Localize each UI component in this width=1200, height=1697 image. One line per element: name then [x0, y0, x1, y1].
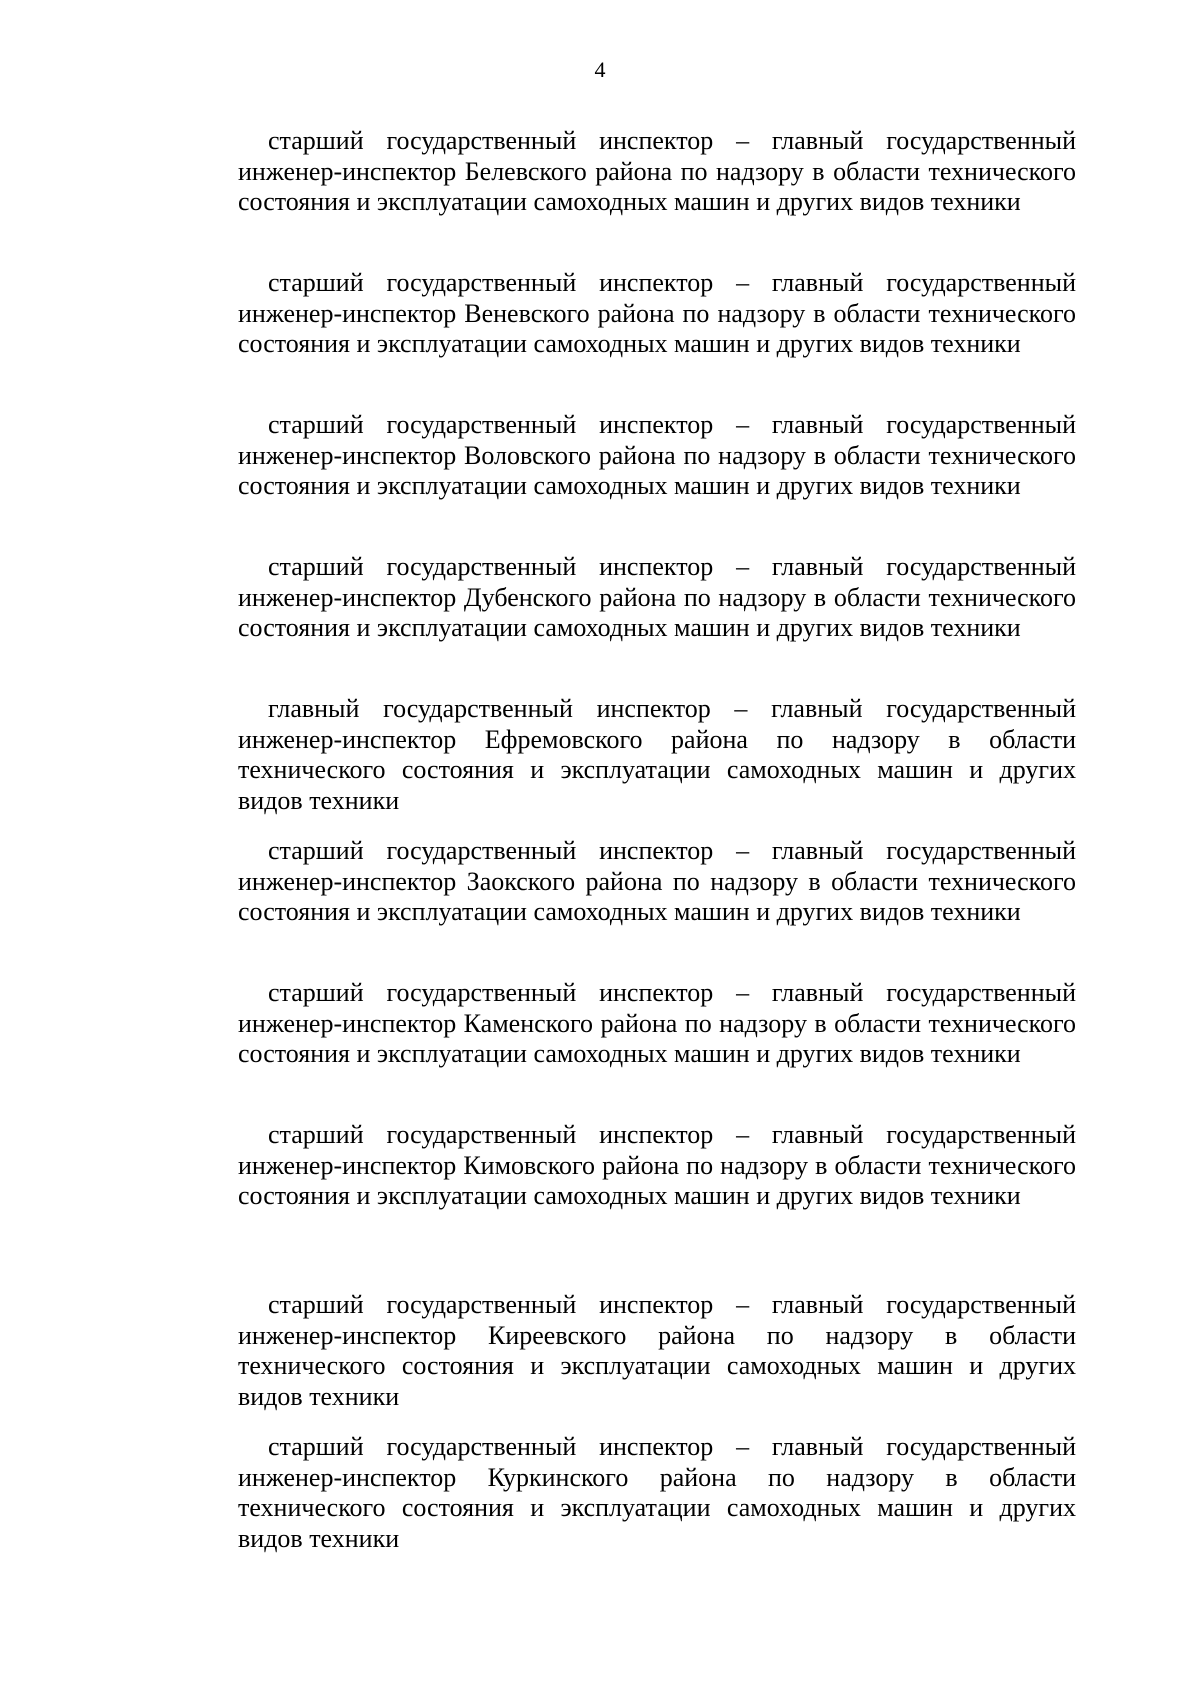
paragraph-kimovsk: старший государственный инспектор – главный государственный инженер-инспектор Кимовского района по надзору в области технического состояния и эксплуатации самоходных машин и других видов техники	[238, 1120, 1076, 1210]
paragraph-venev: старший государственный инспектор – главный государственный инженер-инспектор Веневского района по надзору в области технического состояния и эксплуатации самоходных машин и других видов техники	[238, 268, 1076, 358]
paragraph-kireevsk: старший государственный инспектор – главный государственный инженер-инспектор Киреевского района по надзору в области технического состояния и эксплуатации самоходных машин и других видов техники	[238, 1290, 1076, 1411]
paragraph-gap	[238, 816, 1076, 836]
paragraph-volovo: старший государственный инспектор – главный государственный инженер-инспектор Воловского района по надзору в области технического состояния и эксплуатации самоходных машин и других видов техники	[238, 410, 1076, 500]
paragraph-kamenka: старший государственный инспектор – главный государственный инженер-инспектор Каменского района по надзору в области технического состояния и эксплуатации самоходных машин и других видов техники	[238, 978, 1076, 1068]
document-body	[238, 126, 1076, 1554]
paragraph-gap	[238, 390, 1076, 410]
paragraph-gap-large	[238, 1242, 1076, 1290]
paragraph-kurkino: старший государственный инспектор – главный государственный инженер-инспектор Куркинского района по надзору в области технического состояния и эксплуатации самоходных машин и других видов техники	[238, 1432, 1076, 1553]
paragraph-zaoksky: старший государственный инспектор – главный государственный инженер-инспектор Заокского района по надзору в области технического состояния и эксплуатации самоходных машин и других видов техники	[238, 836, 1076, 926]
paragraph-dubna: старший государственный инспектор – главный государственный инженер-инспектор Дубенского района по надзору в области технического состояния и эксплуатации самоходных машин и других видов техники	[238, 552, 1076, 642]
paragraph-efremov: главный государственный инспектор – главный государственный инженер-инспектор Ефремовского района по надзору в области технического состояния и эксплуатации самоходных машин и других видов техники	[238, 694, 1076, 815]
paragraph-gap	[238, 1100, 1076, 1120]
page-number: 4	[594, 57, 606, 82]
paragraph-gap	[238, 958, 1076, 978]
paragraph-gap	[238, 532, 1076, 552]
paragraph-gap	[238, 1412, 1076, 1432]
paragraph-belev: старший государственный инспектор – главный государственный инженер-инспектор Белевского района по надзору в области технического состояния и эксплуатации самоходных машин и других видов техники	[238, 126, 1076, 216]
paragraph-gap	[238, 248, 1076, 268]
paragraph-gap	[238, 674, 1076, 694]
